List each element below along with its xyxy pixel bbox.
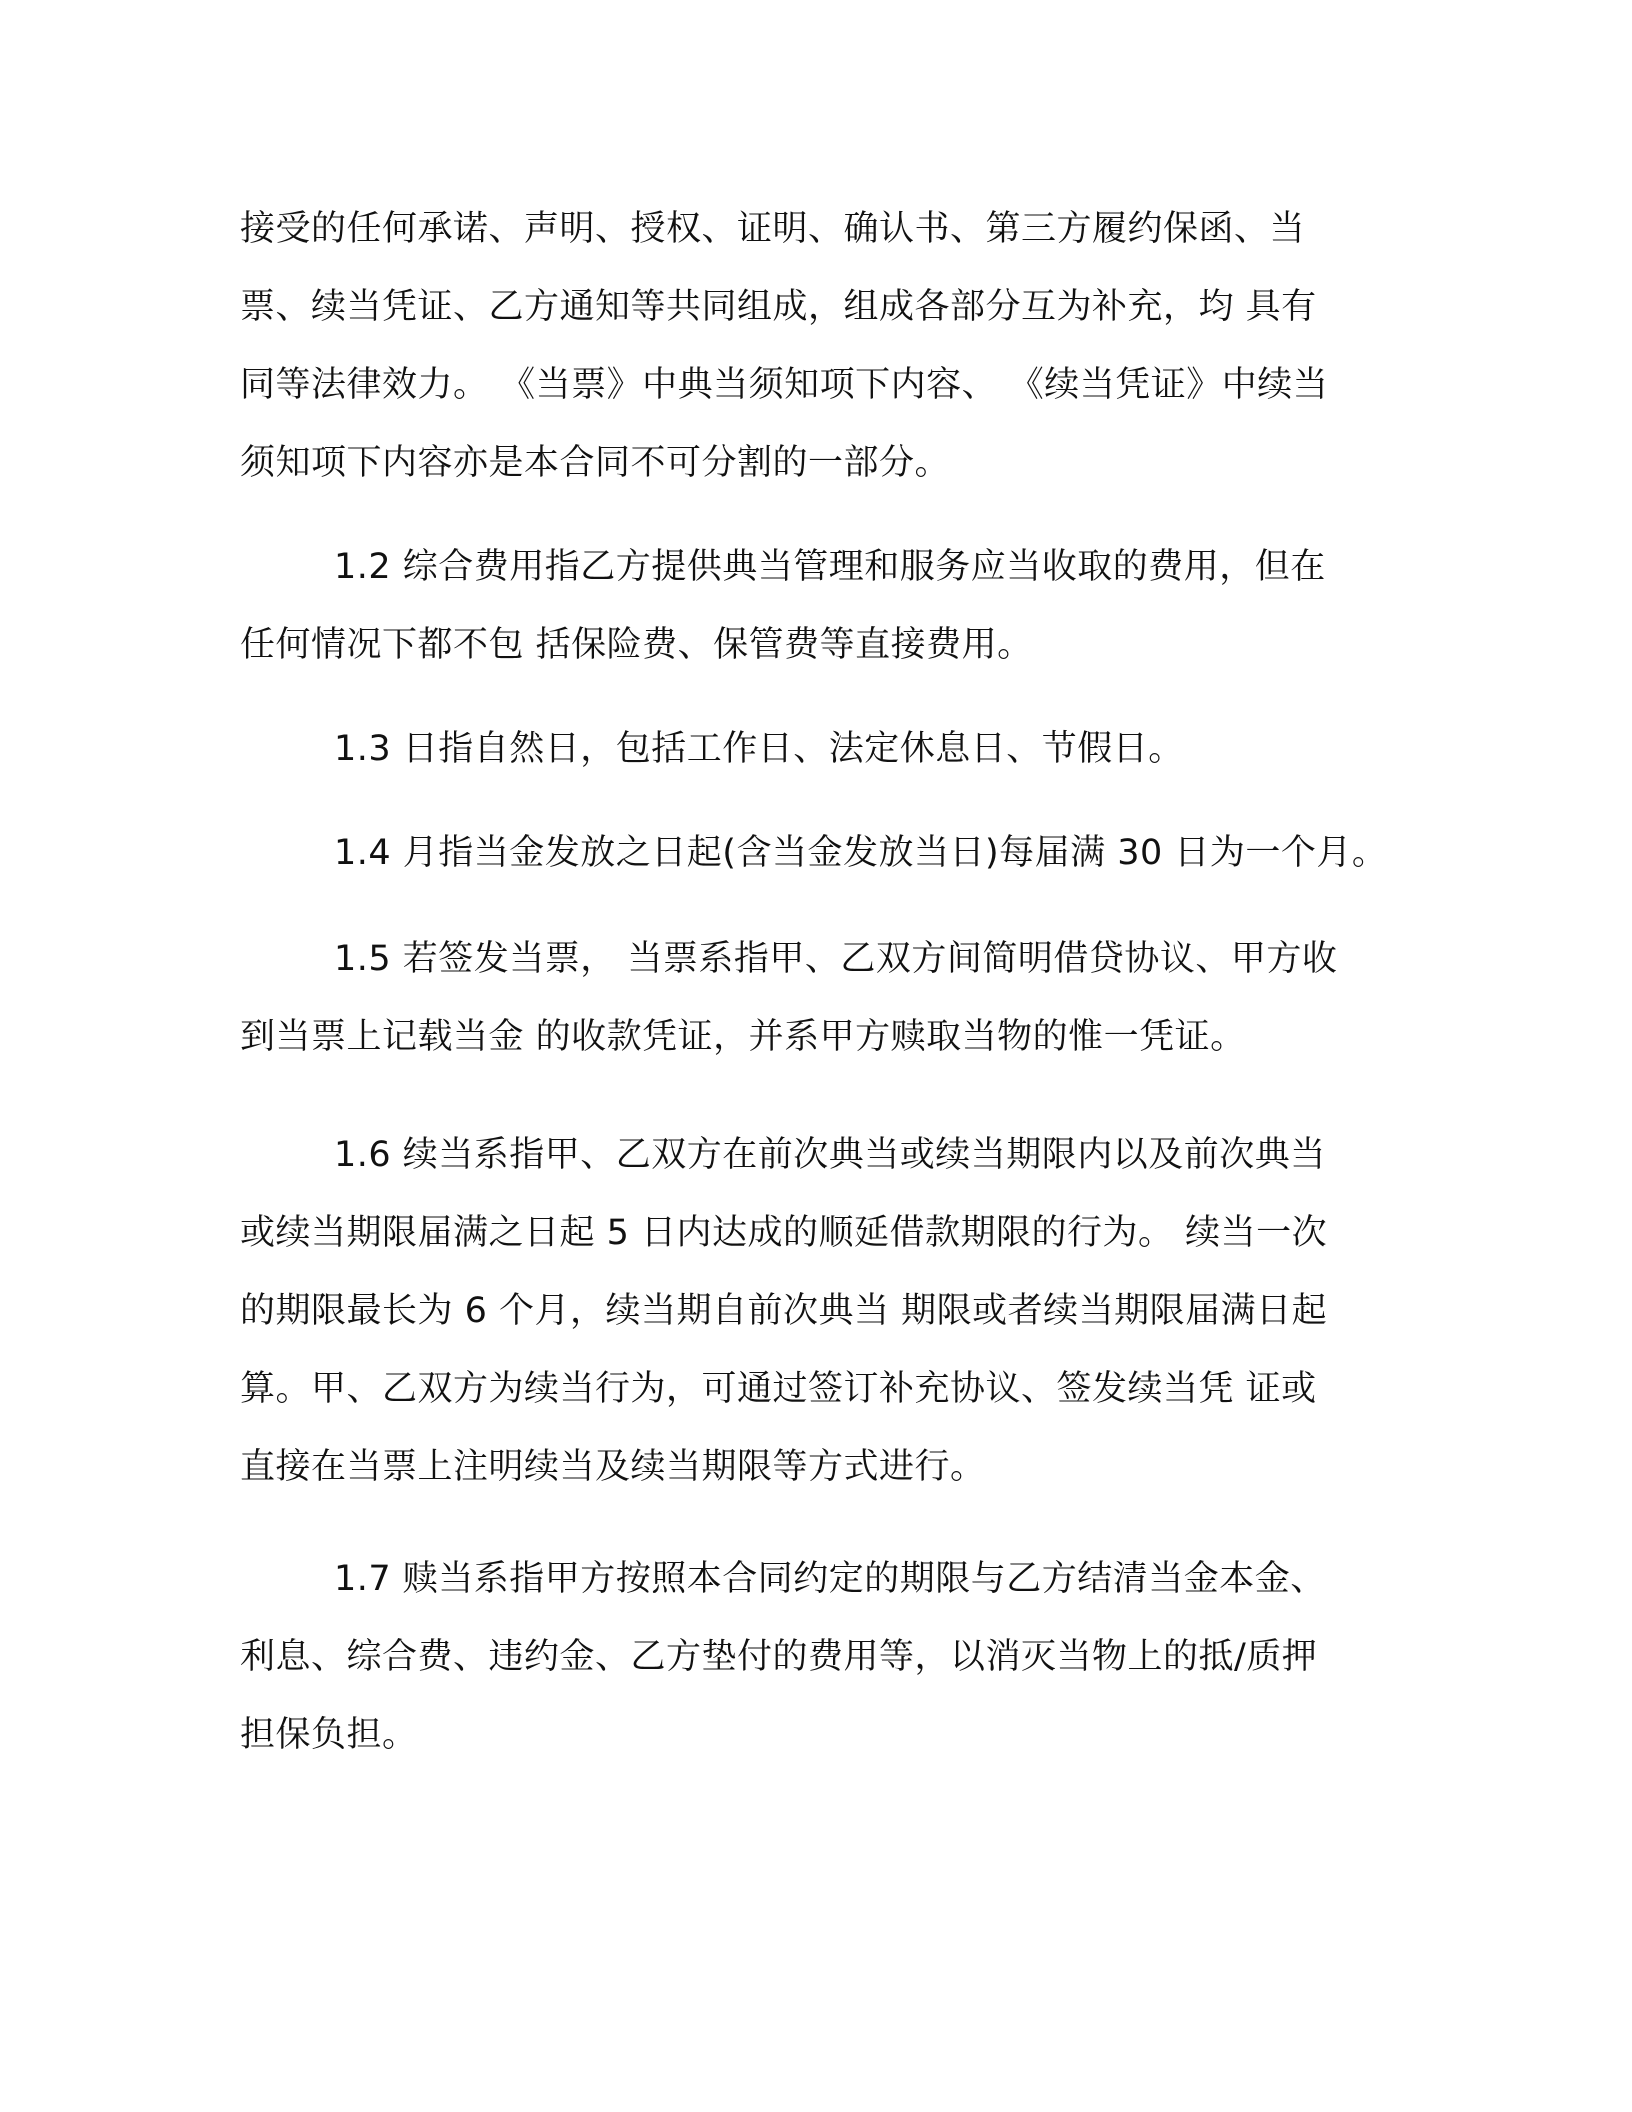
text-line: 担保负担。 xyxy=(240,1715,418,1755)
paragraph-clause-1-4 xyxy=(240,814,1400,892)
text-line: 或续当期限届满之日起 5 日内达成的顺延借款期限的行为。 续当一次 xyxy=(240,1213,1328,1253)
text-line: 1.6 续当系指甲、乙双方在前次典当或续当期限内以及前次典当 xyxy=(334,1135,1326,1175)
text-line: 算。甲、乙双方为续当行为，可通过签订补充协议、签发续当凭 证或 xyxy=(240,1369,1317,1409)
text-line: 1.5 若签发当票， 当票系指甲、乙双方间简明借贷协议、甲方收 xyxy=(334,939,1338,979)
paragraph-clause-1-5 xyxy=(240,920,1400,1076)
text-line: 直接在当票上注明续当及续当期限等方式进行。 xyxy=(240,1447,986,1487)
text-line: 同等法律效力。 《当票》中典当须知项下内容、 《续当凭证》中续当 xyxy=(240,365,1329,405)
text-line: 接受的任何承诺、声明、授权、证明、确认书、第三方履约保函、当 xyxy=(240,209,1306,249)
text-line: 1.4 月指当金发放之日起(含当金发放当日)每届满 30 日为一个月。 xyxy=(334,833,1388,873)
text-line: 1.7 赎当系指甲方按照本合同约定的期限与乙方结清当金本金、 xyxy=(334,1559,1326,1599)
paragraph-clause-1-7 xyxy=(240,1540,1400,1774)
text-line: 任何情况下都不包 括保险费、保管费等直接费用。 xyxy=(240,625,1033,665)
paragraph-clause-1-3 xyxy=(240,710,1400,788)
text-line: 1.3 日指自然日，包括工作日、法定休息日、节假日。 xyxy=(334,729,1184,769)
paragraph-clause-1-6 xyxy=(240,1116,1400,1506)
text-line: 须知项下内容亦是本合同不可分割的一部分。 xyxy=(240,443,951,483)
text-line: 票、续当凭证、乙方通知等共同组成，组成各部分互为补充，均 具有 xyxy=(240,287,1317,327)
text-line: 1.2 综合费用指乙方提供典当管理和服务应当收取的费用，但在 xyxy=(334,547,1326,587)
text-line: 的期限最长为 6 个月，续当期自前次典当 期限或者续当期限届满日起 xyxy=(240,1291,1328,1331)
paragraph-contract-composition xyxy=(240,190,1400,502)
text-line: 利息、综合费、违约金、乙方垫付的费用等，以消灭当物上的抵/质押 xyxy=(240,1637,1318,1677)
paragraph-clause-1-2 xyxy=(240,528,1400,684)
text-line: 到当票上记载当金 的收款凭证，并系甲方赎取当物的惟一凭证。 xyxy=(240,1017,1246,1057)
document-body xyxy=(240,190,1400,1774)
